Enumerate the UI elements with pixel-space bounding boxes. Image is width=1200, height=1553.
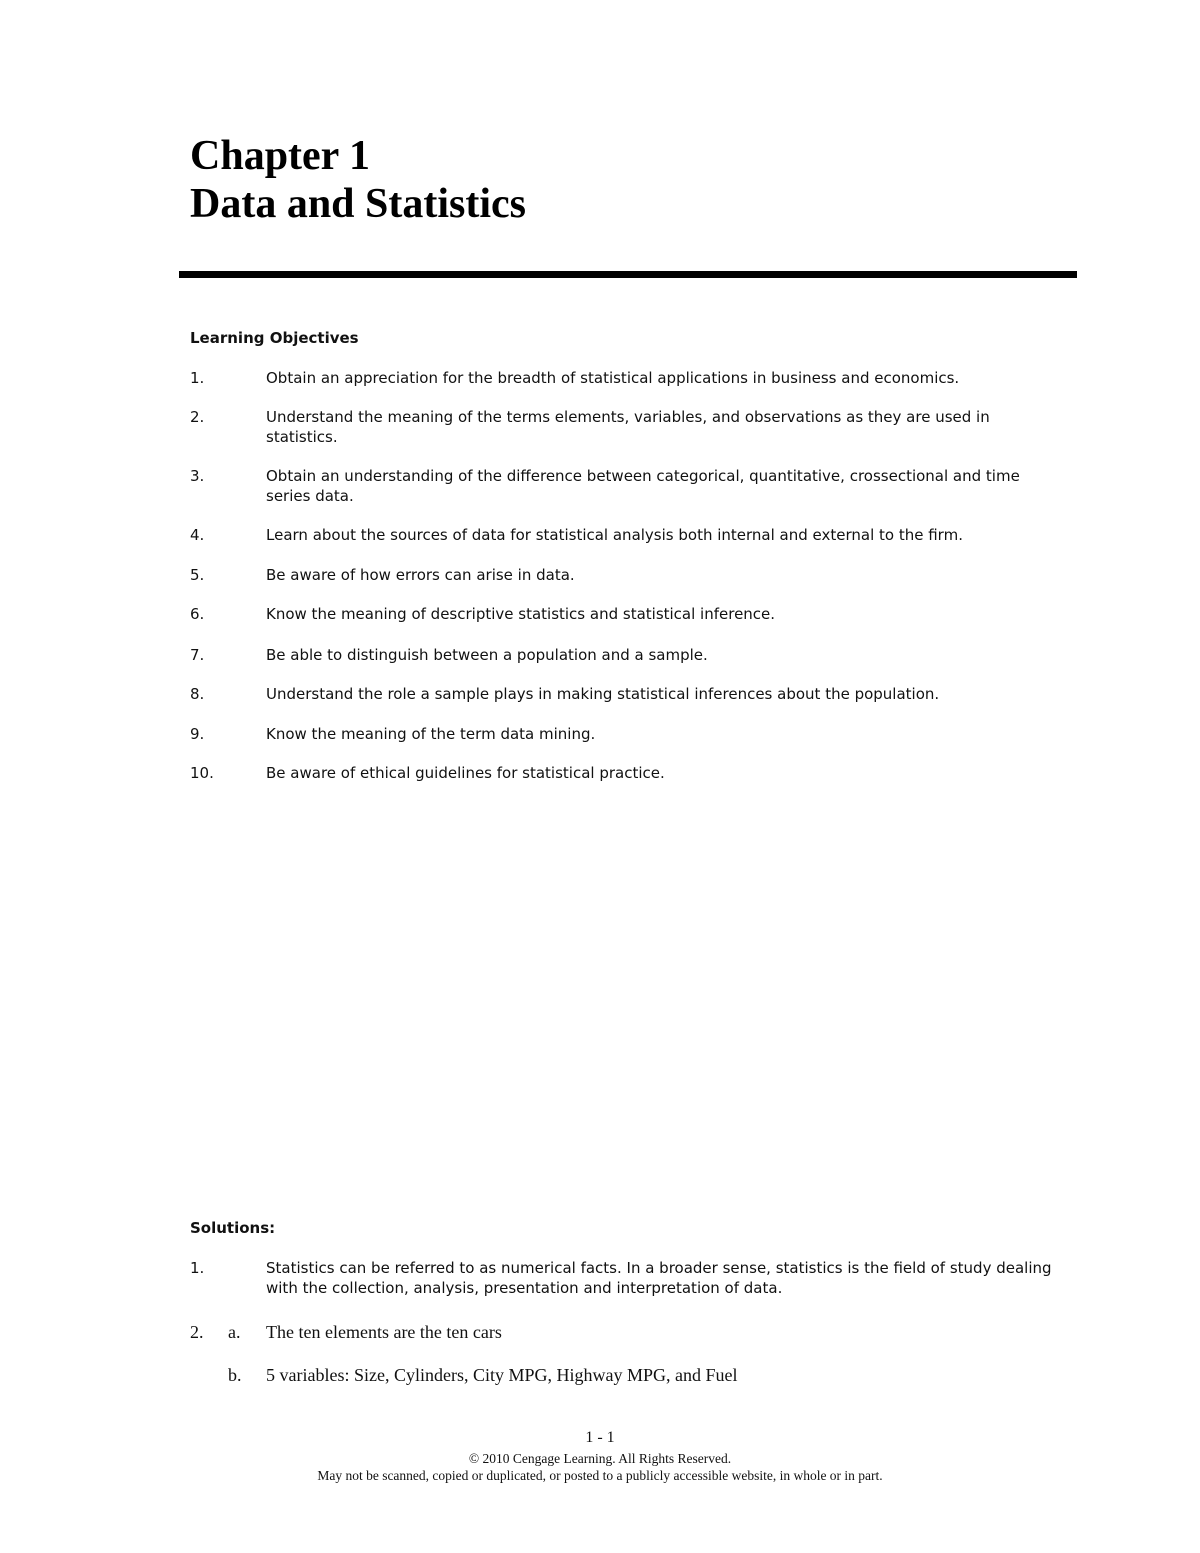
- learning-objectives-heading: Learning Objectives: [190, 329, 359, 347]
- objective-text: Know the meaning of descriptive statistics and statistical inference.: [266, 605, 776, 623]
- usage-notice: May not be scanned, copied or duplicated, or posted to a publicly accessible website, in whole or in part.: [317, 1468, 883, 1483]
- solution-part-letter: a.: [228, 1322, 241, 1342]
- objective-text: Be aware of ethical guidelines for statistical practice.: [266, 764, 665, 782]
- objective-number: 9.: [190, 725, 205, 743]
- solution-text: Statistics can be referred to as numerical facts. In a broader sense, statistics is the field of study dealing with the collection, analysis, presentation and interpretation of data.: [266, 1259, 1052, 1297]
- objective-number: 1.: [190, 369, 205, 387]
- objective-text: Obtain an understanding of the difference between categorical, quantitative, crossectional and time series data.: [266, 467, 1020, 505]
- objective-text: Know the meaning of the term data mining.: [266, 725, 596, 743]
- objective-number: 7.: [190, 646, 205, 664]
- chapter-number: Chapter 1: [190, 133, 371, 179]
- objective-number: 3.: [190, 467, 205, 485]
- solution-number: 2.: [190, 1322, 204, 1342]
- objective-number: 4.: [190, 526, 205, 544]
- objective-number: 5.: [190, 566, 205, 584]
- solution-part-letter: b.: [228, 1365, 242, 1385]
- objective-text: Understand the role a sample plays in making statistical inferences about the population.: [266, 685, 940, 703]
- solutions-heading: Solutions:: [190, 1219, 276, 1237]
- objective-text: Learn about the sources of data for statistical analysis both internal and external to the firm.: [266, 526, 963, 544]
- objective-number: 2.: [190, 408, 205, 426]
- page-number: 1 - 1: [585, 1429, 615, 1446]
- solution-part-text: The ten elements are the ten cars: [266, 1322, 502, 1342]
- objective-text: Obtain an appreciation for the breadth of statistical applications in business and economics.: [266, 369, 960, 387]
- objective-number: 10.: [190, 764, 214, 782]
- chapter-title: [190, 132, 526, 228]
- objective-text: Be able to distinguish between a population and a sample.: [266, 646, 708, 664]
- objective-text: Understand the meaning of the terms elements, variables, and observations as they are used in statistics.: [266, 408, 990, 446]
- copyright-notice: © 2010 Cengage Learning. All Rights Reserved.: [468, 1451, 732, 1466]
- objective-number: 8.: [190, 685, 205, 703]
- objective-number: 6.: [190, 605, 205, 623]
- solution-number: 1.: [190, 1259, 205, 1277]
- title-divider: [179, 271, 1077, 278]
- solution-part-text: 5 variables: Size, Cylinders, City MPG, Highway MPG, and Fuel: [266, 1365, 738, 1385]
- objective-text: Be aware of how errors can arise in data.: [266, 566, 575, 584]
- chapter-name: Data and Statistics: [190, 181, 527, 227]
